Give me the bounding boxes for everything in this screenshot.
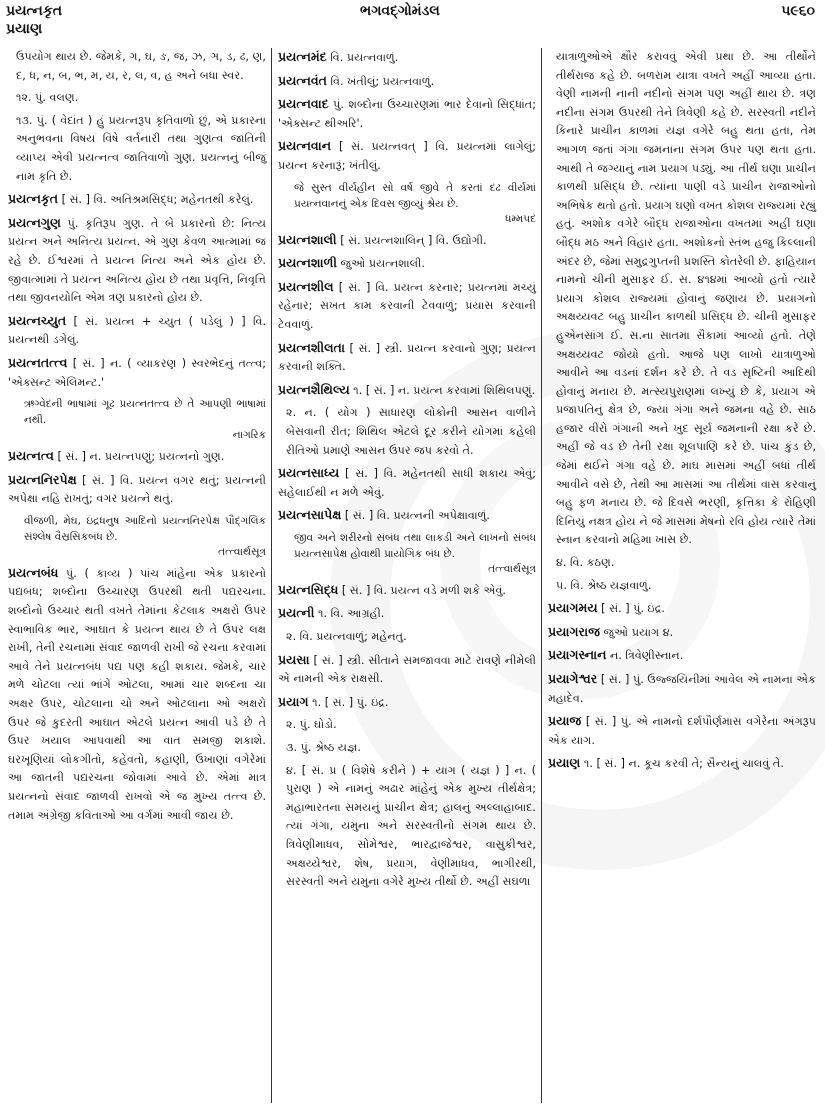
headword: પ્રયાગેશ્વર — [548, 671, 598, 686]
sense-definition: યાત્રાળુઓએ ક્ષૌર કરાવવું એવી પ્રથા છે. આ તીર્થોને તીર્થરાજ કહે છે. બળરામ યાત્રા વખતે અહીં આવ્યા હતા. વેણી નામની નાની નદીનો સંગમ પણ અહીં થાય છે. ત્રણ નદીના સંગમ ઉપરથી તેને ત્રિવેણી કહે છે. સરસ્વતી નદીને કિનારે પ્રાચીન કાળમાં યજ્ઞ વગેરે બહુ થતા હતા, તેમ આગળ જતાં ગંગા જમનાના સંગમ ઉપર પણ થતા હતા. આથી તે જગ્યાનું નામ પ્રયાગ પડ્યું. આ તીર્થ ઘણા પ્રાચીન કાળથી પ્રસિદ્ધ છે. ત્યાંના પાણી વડે પ્રાચીન રાજાઓનો અભિષેક થતો હતો. પ્રયાગ ઘણો વખત કોશલ રાજ્યમાં રહ્યું હતું. અશોક વગેરે બૌદ્ધ રાજાઓના વખતમાં અહીં ઘણા બૌદ્ધ મઠ અને વિહાર હતા. અશોકનો સ્તંભ હજુ કિલ્લાની અંદર છે, જેમાં સમુદ્રગુપ્તની પ્રશસ્તિ કોતરેલી છે. ફાહિયાન નામનો ચીની મુસાફર ઈ. સ. ૪૧૪માં આવ્યો હતો ત્યારે પ્રયાગ કોશલ રાજ્યમાં હોવાનું જણાય છે. પ્રયાગનો અક્ષય્યવટ બહુ પ્રાચીન કાળથી પ્રસિદ્ધ છે. ચીની મુસાફર હુએનસાંગ ઈ. સ.ના સાતમા સૈકામાં આવ્યો હતો. તેણે અક્ષય્યવટ જોયો હતો. આજે પણ લાખો યાત્રાળુઓ આવીને આ વડનાં દર્શન કરે છે. તે વડ સૃષ્ટિની આદિથી હોવાનું મનાય છે. મત્સ્યપુરાણમાં લખ્યું છે કે, પ્રયાગ એ પ્રજાપતિનું ક્ષેત્ર છે, જ્યાં ગંગા અને જમના વહે છે. સાઠ હજાર વીરો ગંગાની અને ખુદ સૂર્ય જમનાની રક્ષા કરે છે. અહીં જે વડ છે તેની રક્ષા શૂલપાણિ કરે છે. પાંચ કુંડ છે, જેમાં થઈને ગંગા વહે છે. માઘ માસમાં અહીં બધાં તીર્થ આવીને વસે છે, તેથી આ માસમાં આ તીર્થમાં વાસ કરવાનું બહુ ફળ મનાય છે. જે દિવસે ભરણી, કૃત્તિકા કે રોહિણી દિનિયું નક્ષત્ર હોય ને જે માસમાં મેષનો રવિ હોય ત્યારે તેમાં સ્નાન કરવાનો મહિમા ખાસ છે. — [556, 50, 816, 547]
column-3 — [548, 48, 816, 778]
quote-source: તત્ત્વાર્થસૂત્ર — [218, 545, 266, 558]
dictionary-entry — [278, 381, 536, 401]
headword: પ્રયાજ — [548, 713, 582, 729]
definition: ૧. વિ. આગ્રહી. — [318, 607, 385, 621]
sense-definition: ૨. વિ. પ્રયત્નવાળું; મહેનતુ. — [286, 630, 407, 644]
headword: પ્રયત્નશાળી — [278, 255, 337, 271]
dictionary-entry — [278, 72, 536, 92]
headword: પ્રયત્નશીલ — [278, 278, 334, 294]
sense-definition: ૨. ન. ( યોગ ) સાધારણ લોકોની આસન વાળીને બેસવાની રીત; શિથિલ એટલે દૂર કરીને યોગમાં કહેલી રીતિઓ પ્રમાણે આસન ઉપર જપ કરવો તે. — [286, 406, 536, 457]
definition: [ સં. ] વિ. પ્રયત્ન વગર થતું; પ્રયત્નની અપેક્ષા નહિ રાખતું; વગર પ્રયત્ને થતું. — [8, 473, 266, 506]
definition: જુઓ પ્રયત્નશાલી. — [340, 257, 425, 271]
quote-source: નાગરિક — [232, 429, 266, 442]
headword: પ્રયત્નબંધ — [8, 564, 59, 580]
citation-quote — [8, 513, 266, 560]
sense-definition: ૨. પું. ઘોડો. — [286, 718, 337, 732]
definition: પું. શબ્દોના ઉચ્ચારણમાં ભાર દેવાનો સિદ્ધાંત; 'એક્સન્ટ થીઅરિ'. — [278, 98, 536, 130]
headword: પ્રયાગસ્નાન — [548, 647, 607, 663]
sense-definition: ૧૨. પું. વલણ. — [16, 91, 79, 105]
headword: પ્રયત્નતત્ત્વ — [8, 354, 68, 370]
headword: પ્રયત્નત્વ — [8, 448, 54, 464]
dictionary-entry — [278, 581, 536, 601]
page-number: ૫૯૬૦ — [781, 3, 815, 19]
headword: પ્રયત્નસાપેક્ષ — [278, 507, 342, 523]
definition: [ સં. ] વિ. અતિશ્રમસિદ્ધ; મહેનતથી કરેલું. — [61, 193, 254, 207]
headword: પ્રયત્નશાલી — [278, 231, 337, 247]
sense-definition: ૪. [ સં. પ્ર ( વિશેષે કરીને ) + યાગ ( યજ્ઞ ) ] ન. ( પુરાણ ) એ નામનું અઢાર માંહેનું એક મુખ્ય તીર્થક્ષેત્ર; મહાભારતના સમયનું પ્રાચીન ક્ષેત્ર; હાલનું અલ્લાહાબાદ. ત્યાં ગંગા, યમુના અને સરસ્વતીનો સંગમ થાય છે. ત્રિવેણીમાધવ, સોમેશ્વર, ભારદ્વાજેશ્વર, વાસુકીશ્વર, અક્ષય્યેશ્વર, શેષ, પ્રયાગ, વેણીમાધવ, ભાગીરથી, સરસ્વતી અને યમુના વગેરે મુખ્ય તીર્થો છે. અહીં સઘળા — [286, 763, 536, 889]
column-1 — [8, 48, 266, 829]
definition: જુઓ પ્રયાગ ૪. — [603, 625, 674, 639]
headword: પ્રયત્નકૃત — [8, 191, 59, 207]
dictionary-entry — [548, 623, 816, 643]
quote-text: વીજળી, મેઘ, ઇંદ્રધનુષ આદિનો પ્રયત્નનિરપેક્ષ પૌદ્ગલિક સંશ્લેષ વૈસ્રસિકબંધ છે. — [24, 514, 266, 543]
definition: [ સં. ] સ્ત્રી. પ્રયત્ન કરવાનો ગુણ; પ્રયત્ન કરવાની શક્તિ. — [278, 341, 536, 374]
dictionary-entry — [278, 339, 536, 377]
dictionary-entry — [278, 278, 536, 335]
headword: પ્રયાગમય — [548, 600, 598, 616]
headword: પ્રયત્નચ્યુત — [8, 312, 67, 328]
citation-quote — [278, 180, 536, 227]
headword: પ્રયત્નવાન — [278, 138, 332, 154]
dictionary-entry — [278, 651, 536, 689]
quote-source: તત્ત્વાર્થસૂત્ર — [488, 562, 536, 575]
dictionary-entry — [278, 48, 536, 68]
page-header — [0, 0, 825, 44]
definition: [ સં. ] વિ. મહેનતથી સાધી શકાય એવું; સહેલાઈથી ન મળે એવું. — [278, 467, 536, 499]
definition: ૧. [ સં. ] ન. પ્રયત્ન કરવામાં શિથિલપણું. — [353, 383, 536, 397]
quote-source: ધમ્મપદ — [505, 212, 536, 225]
dictionary-entry — [8, 354, 266, 392]
first-headword: પ્રયત્નકૃત — [6, 3, 62, 19]
citation-quote — [278, 530, 536, 577]
headword: પ્રયાગરાજ — [548, 623, 600, 639]
headword: પ્રયત્નગુણ — [8, 214, 61, 230]
quote-text: જે સુસ્ત વીર્યહીન સો વર્ષ જીવે તે કરતાં દઢ વીર્યમાં પ્રયત્નવાનનું એક દિવસ જીવ્યું શ્રેય છે. — [294, 181, 536, 210]
dictionary-entry — [8, 564, 266, 825]
definition: વિ. પ્રયત્નવાળું. — [330, 51, 399, 64]
headword: પ્રયત્નવંત — [278, 72, 327, 88]
definition: ૧. [ સં. ] ન. કૂચ કરવી તે; સૈન્યનું ચાલવું તે. — [583, 757, 784, 771]
dictionary-entry — [278, 506, 536, 526]
sense-definition: ૩. પું. શ્રેષ્ઠ યજ્ઞ. — [286, 741, 361, 755]
dictionary-entry — [548, 646, 816, 666]
definition: [ સં. ] પું. ઉજ્જયિનીમાં આવેલ એ નામના એક મહાદેવ. — [548, 673, 816, 705]
definition: [ સં. ] પું. ઇંદ્ર. — [601, 602, 665, 616]
definition: ૧. [ સં. ] પું. ઇંદ્ર. — [312, 695, 389, 709]
headword: પ્રયત્નનિરપેક્ષ — [8, 471, 77, 487]
headword: પ્રયત્નવાદ — [278, 96, 329, 112]
definition: [ સં. પ્રયત્નવત્ ] વિ. પ્રયત્નમાં લાગેલું; પ્રયત્ન કરનારૂં; ખંતીલું. — [278, 140, 536, 172]
dictionary-entry — [548, 670, 816, 708]
sense-definition: ૪. વિ. કઠણ. — [556, 556, 615, 570]
definition: [ સં. પ્રયત્નશાલિન્ ] વિ. ઉદ્યોગી. — [340, 233, 487, 247]
headword: પ્રયત્નશૈથિલ્ય — [278, 381, 350, 397]
definition: [ સં. ] વિ. પ્રયત્નની અપેક્ષાવાળું. — [344, 509, 490, 523]
definition: [ સં. ] ન. પ્રયત્નપણું; પ્રયત્નનો ગુણ. — [57, 450, 225, 464]
headword: પ્રયત્નસાધ્ય — [278, 465, 340, 481]
definition: પું. કૃતિરૂપ ગુણ. તે બે પ્રકારનો છે: નિત્ય પ્રયત્ન અને અનિત્ય પ્રયત્ન. એ ગુણ કેવળ આત્મામાં જ રહે છે. ઈશ્વરમાં તે પ્રયત્ન નિત્ય અને એક હોય છે. જીવાત્મામાં તે પ્રયત્ન અનિત્ય હોય છે તથા પ્રવૃત્તિ, નિવૃત્તિ તથા જીવનયોનિ એમ ત્રણ પ્રકારનો હોય છે. — [8, 216, 266, 305]
definition: [ સં. ] સ્ત્રી. સીતાને સમજાવવા માટે રાવણે નીમેલી એ નામની એક રાક્ષસી. — [278, 653, 536, 686]
dictionary-entry — [548, 712, 816, 750]
citation-quote — [8, 396, 266, 443]
definition: [ સં. ] ન. ( વ્યાકરણ ) સ્વરભેદનું તત્ત્વ; 'એક્સન્ટ એલિમન્ટ.' — [8, 356, 266, 389]
column-divider — [541, 48, 542, 1103]
dictionary-entry — [278, 231, 536, 251]
definition: [ સં. ] વિ. પ્રયત્ન વડે મળી શકે એવું. — [341, 583, 506, 597]
definition: પું. ( કાવ્ય ) પાંચ માંહેના એક પ્રકારનો પદ્યબંધ; શબ્દોના ઉચ્ચારણ ઉપરથી થતી પદ્યરચના. શબ્દોનો ઉચ્ચાર થતી વખતે તેમાંના કેટલાક અક્ષરો ઉપર સ્વાભાવિક ભાર, આઘાત કે પ્રયત્ન થાય છે તે ઉપર લક્ષ રાખી, તેની રચનામાં સંવાદ જાળવી રાખી જે રચના કરવામાં આવે તેને પ્રયત્નબંધ પદ્ય પણ કહી શકાય. જેમકે, ચાર મળે ચોટલા ત્યાં ભાંગે ઓટલા, આમાં ચાર શબ્દના ચા અક્ષર ઉપર, ચોટલાના ચો અને ઓટલાના ઓ અક્ષરો ઉપર જે કુદરતી આઘાત એટલે પ્રયત્ન આવી પડે છે તે ઉપર ખયાલ આપવાથી આ વાત સમજી શકાશે. ઘરખૂણિયાં લોકગીતો, કહેવતો, કહાણી, ઉખાણાં વગેરેમાં આ જાતની પદ્યરચના જોવામાં આવે છે. એમાં માત્ર પ્રયત્નનો સંવાદ જાળવી રાખવો એ જ મુખ્ય તત્ત્વ છે. તમામ અંગ્રેજી કવિતાઓ આ વર્ગમાં આવી જાય છે. — [8, 566, 266, 822]
dictionary-entry — [8, 471, 266, 509]
dictionary-entry — [8, 214, 266, 308]
dictionary-entry — [278, 95, 536, 133]
headword: પ્રયત્નશીલતા — [278, 339, 345, 355]
dictionary-entry — [278, 137, 536, 175]
quote-text: જીવ અને શરીરનો સંબંધ તથા લાકડી અને લાખનો સંબંધ પ્રયત્નસાપેક્ષ હોવાથી પ્રાયોગિક બંધ છે. — [294, 531, 536, 560]
column-divider — [271, 48, 272, 1103]
dictionary-entry — [278, 604, 536, 624]
quote-text: ઋગ્વેદની ભાષામાં ગૂઢ પ્રયત્નતત્ત્વ છે તે આપણી ભાષામાં નથી. — [24, 398, 266, 427]
dictionary-entry — [278, 464, 536, 502]
definition: [ સં. ] પું. એ નામનો દર્શપૌર્ણમાસ વગેરેના અંગરૂપ એક યાગ. — [548, 715, 816, 747]
definition: વિ. ખંતીલું; પ્રયત્નવાળું. — [330, 74, 435, 88]
headword: પ્રયસા — [278, 651, 310, 667]
headword: પ્રયાગ — [278, 693, 309, 709]
dictionary-entry — [8, 190, 266, 210]
last-headword: પ્રયાણ — [6, 21, 43, 37]
dictionary-entry — [548, 754, 816, 774]
dictionary-entry — [278, 254, 536, 274]
sense-definition: ૧૩. પું. ( વેદાંત ) હું પ્રયત્નરૂપ કૃતિવાળો છું, એ પ્રકારના અનુભવના વિષય વિષે વર્તનારી તથા ગુણત્વ જાતિની વ્યાપ્ય એવી પ્રયત્નત્વ જાતિવાળો ગુણ. પ્રયત્નનું બીજું નામ કૃતિ છે. — [16, 113, 266, 183]
dictionary-entry — [8, 447, 266, 467]
headword: પ્રયત્નસિદ્ધ — [278, 581, 339, 597]
sense-definition: ઉપયોગ થાય છે. જેમકે, ગ, ઘ, ઙ, જ, ઝ, ઞ, ડ, ઢ, ણ, દ, ધ, ન, બ, ભ, મ, ય, ર, લ, વ, હ અને બધા સ્વર. — [16, 50, 266, 82]
headword: પ્રયાણ — [548, 755, 581, 771]
dictionary-entry — [278, 693, 536, 713]
dictionary-entry — [8, 312, 266, 350]
dictionary-entry — [548, 599, 816, 619]
definition: [ સં. ] વિ. પ્રયત્ન કરનાર; પ્રયત્નમાં મચ્યું રહેનાર; સખત કામ કરવાની ટેવવાળું; પ્રયાસ કરવાની ટેવવાળું. — [278, 280, 536, 331]
definition: [ સં. પ્રયત્ન + ચ્યુત ( પડેલું ) ] વિ. પ્રયત્નથી ડગેલું. — [8, 314, 266, 347]
book-title: ભગવદ્ગોમંડલ — [360, 3, 440, 19]
definition: ન. ત્રિવેણીસ્નાન. — [609, 649, 684, 663]
column-2 — [278, 48, 536, 896]
headword: પ્રયત્ની — [278, 605, 315, 621]
sense-definition: ૫. વિ. શ્રેષ્ઠ યજ્ઞવાળું. — [556, 578, 652, 592]
headword: પ્રયત્નમંદ — [278, 49, 327, 64]
